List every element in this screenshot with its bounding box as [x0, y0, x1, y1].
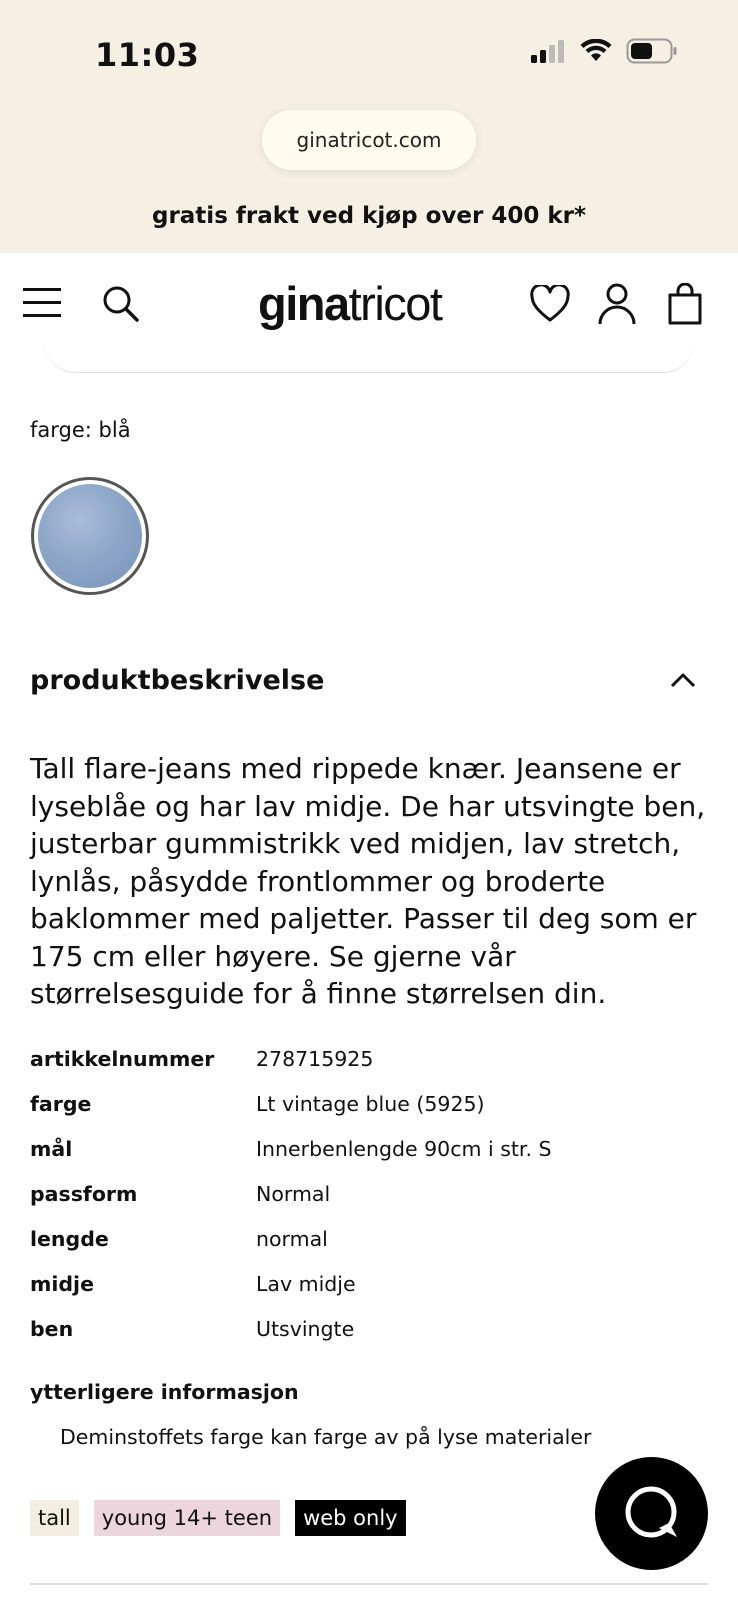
spec-row	[30, 1272, 720, 1317]
url-bar[interactable]: ginatricot.com	[262, 110, 476, 170]
section-divider	[30, 1583, 708, 1585]
spec-value: Lt vintage blue (5925)	[256, 1092, 485, 1116]
spec-key: farge	[30, 1092, 92, 1116]
chat-button[interactable]	[595, 1457, 708, 1570]
collapsed-panel-edge	[45, 340, 693, 373]
chat-icon	[621, 1483, 683, 1545]
heart-icon[interactable]	[530, 285, 570, 323]
extra-info-title: ytterligere informasjon	[30, 1380, 299, 1404]
spec-row	[30, 1047, 720, 1092]
spec-key: ben	[30, 1317, 74, 1341]
bag-icon[interactable]	[668, 283, 702, 325]
description-header[interactable]: produktbeskrivelse	[30, 665, 325, 696]
spec-row	[30, 1227, 720, 1272]
extra-info-text: Deminstoffets farge kan farge av på lyse materialer	[60, 1425, 592, 1449]
spec-value: Lav midje	[256, 1272, 356, 1296]
logo-bold: gina	[258, 277, 349, 330]
tag-list	[30, 1500, 406, 1536]
spec-key: lengde	[30, 1227, 109, 1251]
gina-tricot-logo[interactable]	[258, 276, 441, 331]
signal-icon	[530, 39, 566, 63]
tag-young-teen[interactable]: young 14+ teen	[94, 1500, 280, 1536]
account-icon[interactable]	[598, 283, 636, 325]
status-time: 11:03	[95, 36, 200, 74]
spec-key: mål	[30, 1137, 73, 1161]
logo-light: tricot	[348, 277, 442, 330]
description-text: Tall flare-jeans med rippede knær. Jeansene er lyseblåe og har lav midje. De har utsvingte ben, justerbar gummistrikk ved midjen, lav stretch, lynlås, påsydde frontlommer og broderte baklommer med paljetter. Passer til deg som er 175 cm eller høyere. Se gjerne vår størrelsesguide for å finne størrelsen din.	[30, 752, 706, 1010]
swatch-fill	[38, 484, 142, 588]
spec-row	[30, 1137, 720, 1182]
spec-value: Utsvingte	[256, 1317, 355, 1341]
spec-key: midje	[30, 1272, 94, 1296]
wifi-icon	[580, 39, 612, 63]
spec-table	[30, 1047, 720, 1362]
spec-row	[30, 1182, 720, 1227]
spec-value: normal	[256, 1227, 328, 1251]
spec-value: Innerbenlengde 90cm i str. S	[256, 1137, 552, 1161]
status-icons	[530, 38, 678, 64]
tag-tall[interactable]: tall	[30, 1500, 79, 1536]
spec-row	[30, 1317, 720, 1362]
top-banner	[0, 0, 738, 253]
spec-row	[30, 1092, 720, 1137]
chevron-up-icon[interactable]	[670, 672, 696, 688]
spec-value: 278715925	[256, 1047, 374, 1071]
search-icon[interactable]	[102, 285, 140, 323]
menu-icon[interactable]	[23, 286, 61, 318]
spec-key: passform	[30, 1182, 138, 1206]
spec-value: Normal	[256, 1182, 331, 1206]
color-label: farge: blå	[30, 418, 131, 442]
battery-icon	[626, 38, 678, 64]
color-swatch-blue[interactable]	[31, 477, 149, 595]
promo-banner-text: gratis frakt ved kjøp over 400 kr*	[151, 203, 586, 229]
tag-web-only[interactable]: web only	[295, 1500, 406, 1536]
spec-key: artikkelnummer	[30, 1047, 215, 1071]
